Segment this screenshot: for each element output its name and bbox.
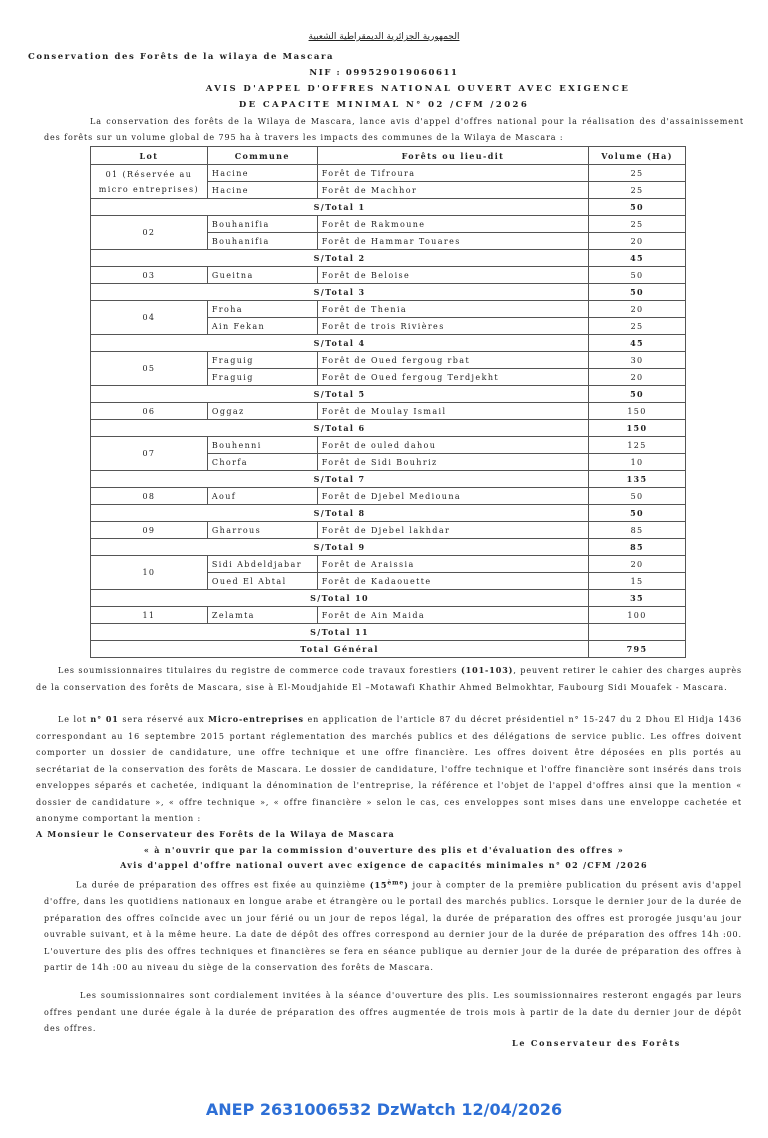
subtotal-label: S/Total 8 — [91, 505, 589, 522]
forest-cell: Forêt de Ain Maida — [317, 607, 588, 624]
volume-cell: 20 — [589, 233, 686, 250]
subtotal-value: 150 — [589, 420, 686, 437]
subtotal-label: S/Total 3 — [91, 284, 589, 301]
subtotal-label: S/Total 9 — [91, 539, 589, 556]
forest-cell: Forêt de Djebel lakhdar — [317, 522, 588, 539]
forest-cell: Forêt de Thenia — [317, 301, 588, 318]
subtotal-label: S/Total 7 — [91, 471, 589, 488]
subtotal-value: 50 — [589, 505, 686, 522]
para3-day — [370, 880, 409, 890]
subtotal-row — [91, 539, 686, 556]
forest-cell: Forêt de Sidi Bouhriz — [317, 454, 588, 471]
volume-cell: 25 — [589, 216, 686, 233]
para3-day-close: ) — [404, 879, 409, 890]
total-label: Total Général — [91, 641, 589, 658]
table-row — [91, 437, 686, 454]
volume-cell: 25 — [589, 182, 686, 199]
volume-cell: 20 — [589, 556, 686, 573]
paragraph-offers — [36, 711, 742, 828]
volume-cell: 50 — [589, 488, 686, 505]
lot-cell: 04 — [91, 301, 208, 335]
subtotal-row — [91, 386, 686, 403]
volume-cell: 25 — [589, 165, 686, 182]
volume-cell: 25 — [589, 318, 686, 335]
paragraph-withdraw-specs — [36, 662, 742, 696]
table-row — [91, 556, 686, 573]
commune-cell: Hacine — [207, 182, 317, 199]
subtotal-value: 35 — [589, 590, 686, 607]
signature: Le Conservateur des Forêts — [512, 1038, 682, 1048]
subtotal-value — [589, 624, 686, 641]
subtotal-row — [91, 505, 686, 522]
table-row — [91, 352, 686, 369]
lots-table-body — [91, 165, 686, 658]
lot-cell: 03 — [91, 267, 208, 284]
notice-title-line2: DE CAPACITE MINIMAL N° 02 /CFM /2026 — [238, 100, 530, 110]
address-line: A Monsieur le Conservateur des Forêts de la Wilaya de Mascara — [36, 829, 395, 839]
commune-cell: Bouhenni — [207, 437, 317, 454]
forest-cell: Forêt de Araissia — [317, 556, 588, 573]
volume-cell: 125 — [589, 437, 686, 454]
lot-cell: 11 — [91, 607, 208, 624]
subtotal-value: 50 — [589, 199, 686, 216]
table-row — [91, 488, 686, 505]
header-lot: Lot — [91, 147, 208, 165]
table-row — [91, 403, 686, 420]
commune-cell: Hacine — [207, 165, 317, 182]
envelope-mention: « à n'ouvrir que par la commission d'ouverture des plis et d'évaluation des offres » — [143, 845, 625, 855]
volume-cell: 85 — [589, 522, 686, 539]
forest-cell: Forêt de Oued fergoug Terdjekht — [317, 369, 588, 386]
publication-footer: ANEP 2631006532 DzWatch 12/04/2026 — [205, 1100, 563, 1119]
subtotal-value: 45 — [589, 250, 686, 267]
para2-text-c: sera réservé aux — [118, 715, 209, 724]
para1-text-c: , peuvent retirer le cahier des charges auprès de la conservation des forêts de Mascara, sise à El-Moudjahide El –Motawafi Khathir Ahmed Belmokhtar, Faubourg Sidi Mouafek - Mascara. — [36, 666, 742, 692]
paragraph-deadline — [44, 875, 742, 977]
intro-paragraph: La conservation des forêts de la Wilaya de Mascara, lance avis d'appel d'offres national pour la réalisation des d'assainissement des forêts sur un volume global de 795 ha à travers les impacts des communes de la Wilaya de Mascara : — [44, 117, 744, 142]
total-value: 795 — [589, 641, 686, 658]
nif-number: NIF : 099529019060611 — [309, 68, 459, 78]
forest-cell: Forêt de Moulay Ismail — [317, 403, 588, 420]
lot-cell: 09 — [91, 522, 208, 539]
table-row — [91, 522, 686, 539]
lot-cell: 06 — [91, 403, 208, 420]
lot-cell: 05 — [91, 352, 208, 386]
volume-cell: 150 — [589, 403, 686, 420]
forest-cell: Forêt de Beloise — [317, 267, 588, 284]
para3-text-d: jour à compter de la première publication du présent avis d'appel d'offre, dans les quotidiens nationaux en longue arabe et étrangère ou le portail des marchés publics. Lorsque le dernier jour de la durée de préparation des offres coïncide avec un jour férié ou un jour de repos légal, la durée de préparation des offres est prorogée jusqu'au jour ouvrable suivant, et à la même heure. La date de dépôt des offres correspond au dernier jour de la durée de préparation des offres 14h :00. L'ouverture des plis des offres techniques et financières se fera en séance publique au dernier jour de la durée de préparation des offres à partir de 14h :00 au niveau du siège de la conservation des forêts de Mascara. — [44, 880, 742, 973]
subtotal-row — [91, 590, 686, 607]
volume-cell: 20 — [589, 301, 686, 318]
subtotal-label: S/Total 5 — [91, 386, 589, 403]
commune-cell: Bouhanifia — [207, 216, 317, 233]
subtotal-label: S/Total 1 — [91, 199, 589, 216]
volume-cell: 30 — [589, 352, 686, 369]
table-row — [91, 165, 686, 182]
forest-cell: Forêt de Oued fergoug rbat — [317, 352, 588, 369]
lot-cell: 08 — [91, 488, 208, 505]
total-row — [91, 641, 686, 658]
subtotal-value: 45 — [589, 335, 686, 352]
subtotal-row — [91, 284, 686, 301]
header-volume: Volume (Ha) — [589, 147, 686, 165]
para3-text-a: La durée de préparation des offres est fixée au quinzième — [76, 880, 370, 890]
subtotal-row — [91, 471, 686, 488]
commune-cell: Aouf — [207, 488, 317, 505]
para2-text-e: en application de l'article 87 du décret présidentiel n° 15-247 du 2 Dhou El Hidja 1436 correspondant au 16 septembre 2015 portant réglementation des marchés publics et des délégations de service public. Les offres doivent comporter un dossier de candidature, une offre technique et une offre financière. Les offres doivent être déposées en plis portés au secrétariat de la conservation des forêts de Mascara. Le dossier de candidature, l'offre technique et l'offre financière sont insérés dans trois enveloppes séparés et cachetée, indiquant la dénomination de l'entreprise, la référence et l'objet de l'appel d'offres ainsi que la mention « dossier de candidature », « offre technique », « offre financière » selon le cas, ces enveloppes sont mises dans une enveloppe cachetée et anonyme comportant la mention : — [36, 715, 743, 823]
subtotal-label: S/Total 6 — [91, 420, 589, 437]
para1-code: (101-103) — [460, 665, 514, 675]
commune-cell: Zelamta — [207, 607, 317, 624]
subtotal-row — [91, 199, 686, 216]
header-forest: Forêts ou lieu-dit — [317, 147, 588, 165]
forest-cell: Forêt de Kadaouette — [317, 573, 588, 590]
subtotal-value: 50 — [589, 386, 686, 403]
subtotal-value: 135 — [589, 471, 686, 488]
forest-cell: Forêt de trois Rivières — [317, 318, 588, 335]
subtotal-value: 85 — [589, 539, 686, 556]
para2-micro-entreprises: Micro-entreprises — [208, 714, 304, 724]
commune-cell: Oggaz — [207, 403, 317, 420]
commune-cell: Ain Fekan — [207, 318, 317, 335]
para2-lot-number: n° 01 — [90, 714, 119, 724]
forest-cell: Forêt de Machhor — [317, 182, 588, 199]
forest-cell: Forêt de Tifroura — [317, 165, 588, 182]
para1-text-a: Les soumissionnaires titulaires du registre de commerce code travaux forestiers — [58, 666, 461, 675]
commune-cell: Froha — [207, 301, 317, 318]
commune-cell: Sidi Abdeldjabar — [207, 556, 317, 573]
notice-title-line1: AVIS D'APPEL D'OFFRES NATIONAL OUVERT AVEC EXIGENCE — [205, 84, 631, 94]
paragraph-opening: Les soumissionnaires sont cordialement invitées à la séance d'ouverture des plis. Les soumissionnaires resteront engagés par leurs offres pendant une durée égale à la durée de préparation des offres augmentée de trois mois à partir de la date du dernier jour de dépôt des offres. — [44, 991, 742, 1033]
table-row — [91, 216, 686, 233]
commune-cell: Chorfa — [207, 454, 317, 471]
commune-cell: Bouhanifia — [207, 233, 317, 250]
commune-cell: Fraguig — [207, 352, 317, 369]
commune-cell: Fraguig — [207, 369, 317, 386]
para3-day-suffix: ème — [387, 879, 405, 886]
lot-cell: 01 (Réservée au micro entreprises) — [91, 165, 208, 199]
para3-day-number: (15 — [369, 879, 388, 890]
commune-cell: Oued El Abtal — [207, 573, 317, 590]
forest-cell: Forêt de Rakmoune — [317, 216, 588, 233]
table-row — [91, 267, 686, 284]
subtotal-row — [91, 624, 686, 641]
volume-cell: 10 — [589, 454, 686, 471]
subtotal-label: S/Total 2 — [91, 250, 589, 267]
subtotal-label: S/Total 4 — [91, 335, 589, 352]
forest-cell: Forêt de Djebel Mediouna — [317, 488, 588, 505]
subtotal-row — [91, 335, 686, 352]
lots-table — [90, 146, 686, 658]
volume-cell: 50 — [589, 267, 686, 284]
lot-cell: 10 — [91, 556, 208, 590]
table-header-row — [91, 147, 686, 165]
forest-cell: Forêt de ouled dahou — [317, 437, 588, 454]
lot-cell: 07 — [91, 437, 208, 471]
subtotal-row — [91, 420, 686, 437]
para2-text-a: Le lot — [58, 715, 91, 724]
subtotal-label: S/Total 10 — [91, 590, 589, 607]
header-commune: Commune — [207, 147, 317, 165]
organization-name: Conservation des Forêts de la wilaya de Mascara — [28, 52, 335, 62]
subtotal-label: S/Total 11 — [91, 624, 589, 641]
volume-cell: 15 — [589, 573, 686, 590]
table-row — [91, 301, 686, 318]
subtotal-row — [91, 250, 686, 267]
table-row — [91, 607, 686, 624]
volume-cell: 100 — [589, 607, 686, 624]
forest-cell: Forêt de Hammar Touares — [317, 233, 588, 250]
commune-cell: Gharrous — [207, 522, 317, 539]
lot-cell: 02 — [91, 216, 208, 250]
commune-cell: Gueitna — [207, 267, 317, 284]
arabic-republic-title: الجمهورية الجزائرية الديمقراطية الشعبية — [308, 32, 460, 42]
subtotal-value: 50 — [589, 284, 686, 301]
envelope-notice-reference: Avis d'appel d'offre national ouvert avec exigence de capacités minimales n° 02 /CFM /2026 — [120, 860, 648, 870]
volume-cell: 20 — [589, 369, 686, 386]
